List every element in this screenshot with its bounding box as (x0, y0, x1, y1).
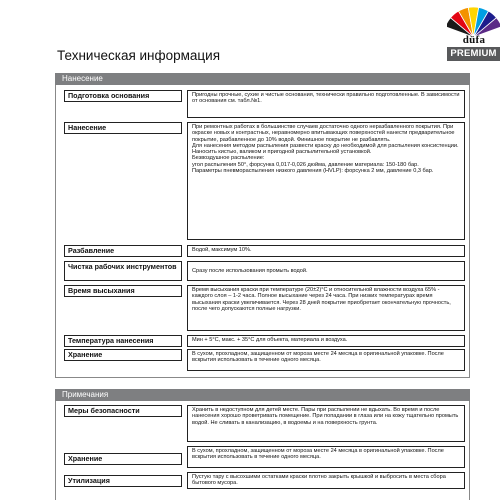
color-fan-icon (447, 4, 500, 38)
brand-name: düfa (462, 34, 486, 46)
section-application (55, 85, 470, 377)
row-value: Мин + 5°C, макс. + 35°C для объекта, материала и воздуха. (187, 335, 465, 347)
row-label: Хранение (64, 453, 182, 465)
row-label: Подготовка основания (64, 90, 182, 102)
section-header-notes: Примечания (55, 389, 470, 401)
row-label: Разбавление (64, 245, 182, 257)
row-label: Утилизация (64, 475, 182, 487)
row-value: Сразу после использования промыть водой. (187, 261, 465, 281)
row-value: Пригодны прочные, сухие и чистые основания, технически правильно подготовленные. В зависимости от основания см. табл.№1. (187, 90, 465, 118)
row-value: Хранить в недоступном для детей месте. Пары при распылении не вдыхать. Во время и после нанесения хорошо проветривать помещение. При попадании в глаза или на кожу тщательно промыть водой. Не сливать в канализацию, в водоемы и на поверхность грунта. (187, 405, 465, 442)
row-value: В сухом, прохладном, защищенном от мороза месте 24 месяца в оригинальной упаковке. После вскрытия использовать в течение одного месяца. (187, 446, 465, 468)
row-label: Нанесение (64, 122, 182, 134)
row-value: Время высыхания краски при температуре (20±2)°С и относительной влажности воздуха 65% - каждого слоя – 1-2 часа. Полное высыхание через 24 часа. При низких температурах время высыхания краски увеличивается. Через 28 дней покрытие приобретает окончательную прочность, после чего допускаются полные нагрузки. (187, 285, 465, 331)
row-value: Водой, максимум 10%. (187, 245, 465, 257)
section-header-application: Нанесение (55, 73, 470, 85)
brand-logo (447, 0, 500, 68)
row-value: В сухом, прохладном, защищенном от мороза месте 24 месяца в оригинальной упаковке. После вскрытия использовать в течение одного месяца. (187, 349, 465, 371)
row-value: Пустую тару с высохшими остатками краски плотно закрыть крышкой и выбросить в места сбора бытового мусора. (187, 472, 465, 489)
brand-edition: PREMIUM (447, 47, 500, 61)
row-label: Чистка рабочих инструментов (64, 261, 182, 281)
page-title: Техническая информация (57, 48, 221, 63)
section-notes (55, 401, 470, 500)
row-value: При ремонтных работах в большинстве случаев достаточно одного неразбавленного покрытия. При окраске новых и контрастных, неравномерно впитывающих поверхностей нанести предварительное покрытие, разбавленное до 10% водой. Финишное покрытие не разбавлять. Для нанесения методом распыления развести краску до необходимой для распыления консистенции. Наносить кистью, валиком и пригодной распылительной установкой. Безвоздушное распыление: угол распыления 50°, форсунка 0,017-0,026 дюйма, давление материала: 150-180 бар. Параметры пневмораспыления низкого давления (HVLP): форсунка 2 мм, давление 0,3 бар. (187, 122, 465, 240)
row-label: Время высыхания (64, 285, 182, 297)
row-label: Меры безопасности (64, 405, 182, 417)
row-label: Хранение (64, 349, 182, 361)
section-divider (55, 377, 470, 378)
row-label: Температура нанесения (64, 335, 182, 347)
